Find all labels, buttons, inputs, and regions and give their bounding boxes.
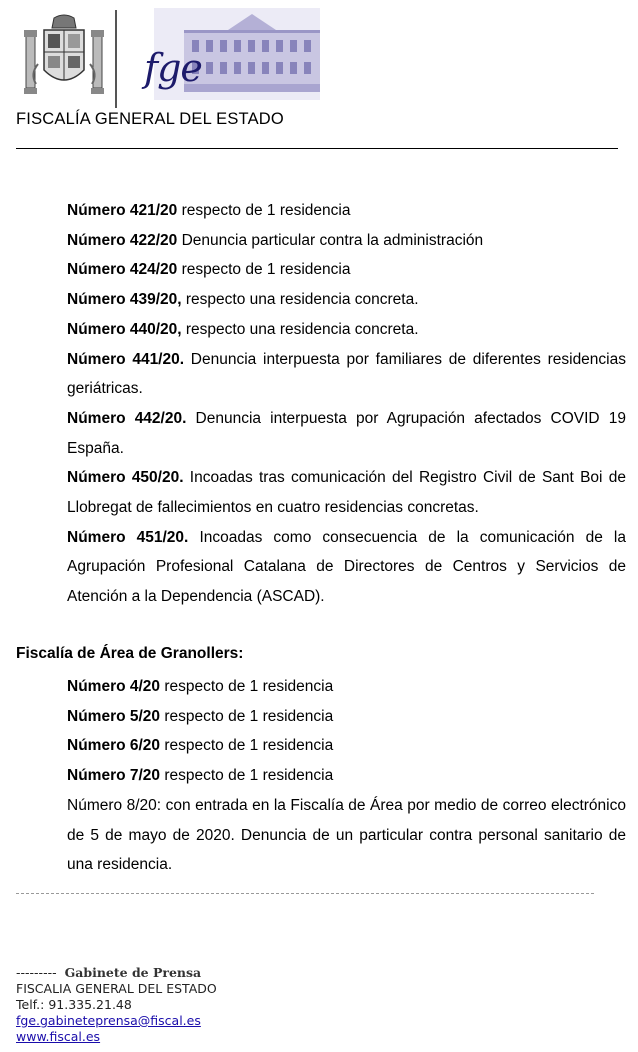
list-item — [67, 285, 626, 315]
list-item — [67, 226, 626, 256]
case-number: Número 442/20. — [67, 409, 187, 427]
footer-dept-line — [16, 965, 217, 981]
footer-phone: Telf.: 91.335.21.48 — [16, 997, 132, 1012]
coat-of-arms-icon — [24, 14, 104, 100]
case-number: Número 450/20. — [67, 469, 184, 487]
organization-name: FISCALÍA GENERAL DEL ESTADO — [16, 110, 284, 128]
case-description: respecto de 1 residencia — [160, 737, 334, 755]
case-number: Número 5/20 — [67, 707, 161, 725]
list-item — [67, 523, 626, 612]
list-item — [67, 404, 626, 463]
header-rule — [16, 148, 618, 149]
list-item — [67, 255, 626, 285]
case-description: respecto de 1 residencia — [177, 261, 351, 279]
case-description: Incoadas como consecuencia de la comunicación de la Agrupación Profesional Catalana de Directores de Centros y Servicios de Atención a la Dependencia (ASCAD). — [67, 528, 626, 606]
list-item — [67, 196, 626, 226]
case-number: Número 441/20. — [67, 350, 185, 368]
case-description: respecto de 1 residencia — [160, 767, 334, 785]
case-description: respecto de 1 residencia — [177, 202, 351, 219]
footer-org: FISCALIA GENERAL DEL ESTADO — [16, 981, 217, 996]
case-description: Denuncia interpuesta por familiares de diferentes residencias geriátricas. — [67, 350, 626, 398]
case-number: Número 439/20, — [67, 291, 182, 309]
case-number: Número 440/20, — [67, 320, 182, 338]
list-item — [67, 731, 626, 761]
footer-dashes: --------- — [16, 965, 57, 980]
list-item — [67, 672, 626, 702]
list-item — [67, 463, 626, 522]
section-heading-granollers: Fiscalía de Área de Granollers: — [16, 645, 244, 662]
case-description: Denuncia particular contra la administración — [177, 231, 484, 249]
case-number: Número 7/20 — [67, 767, 161, 785]
case-number: Número 422/20 — [67, 231, 178, 249]
case-description: respecto una residencia concreta. — [181, 291, 419, 309]
case-description: Incoadas tras comunicación del Registro Civil de Sant Boi de Llobregat de fallecimientos en cuatro residencias concretas. — [67, 469, 626, 517]
letterhead-divider — [115, 10, 117, 108]
list-item: Número 8/20: con entrada en la Fiscalía de Área por medio de correo electrónico de 5 de mayo de 2020. Denuncia de un particular contra personal sanitario de una residencia. — [67, 796, 626, 874]
list-item — [67, 761, 626, 791]
list-item — [67, 345, 626, 404]
email-link[interactable]: fge.gabineteprensa@fiscal.es — [16, 1013, 201, 1028]
case-number: Número 421/20 — [67, 202, 178, 219]
case-list-granollers — [67, 672, 626, 880]
website-link[interactable]: www.fiscal.es — [16, 1029, 101, 1044]
case-description: respecto de 1 residencia — [160, 678, 334, 695]
case-list-main — [67, 196, 626, 612]
fge-logo: fge — [144, 46, 202, 90]
case-description: respecto una residencia concreta. — [181, 320, 419, 338]
case-description: respecto de 1 residencia — [160, 707, 334, 725]
press-footer — [16, 965, 217, 1045]
list-item — [67, 702, 626, 732]
case-number: Número 4/20 — [67, 678, 161, 695]
case-number: Número 424/20 — [67, 261, 178, 279]
footer-dept: Gabinete de Prensa — [64, 965, 202, 980]
letterhead — [16, 6, 626, 110]
case-number: Número 6/20 — [67, 737, 161, 755]
case-number: Número 451/20. — [67, 528, 189, 546]
footer-divider — [16, 893, 594, 894]
list-item — [67, 315, 626, 345]
case-description: Denuncia interpuesta por Agrupación afectados COVID 19 España. — [67, 409, 626, 457]
